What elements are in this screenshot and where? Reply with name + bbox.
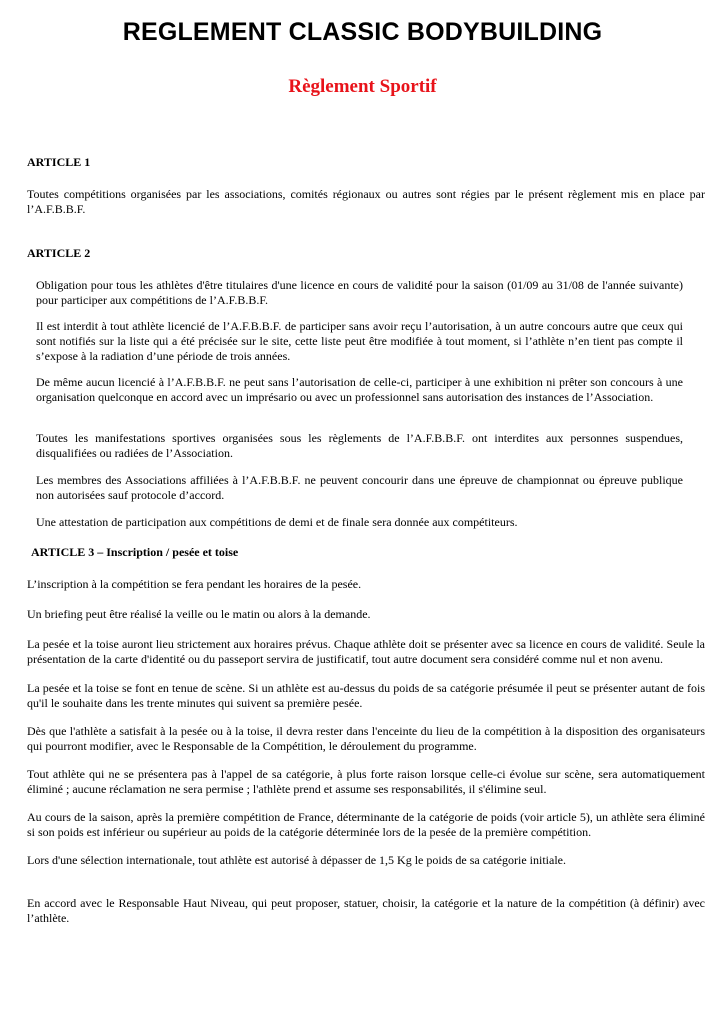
article-2-paragraph: De même aucun licencié à l’A.F.B.B.F. ne peut sans l’autorisation de celle-ci, participer à une exhibition ni prêter son concours à une organisation quelconque en accord avec un imprésario ou avec un professionnel sans autorisation des instances de l’Association. bbox=[36, 375, 683, 404]
article-3-paragraph: Au cours de la saison, après la première compétition de France, déterminante de la catégorie de poids (voir article 5), un athlète sera éliminé si son poids est inférieur ou supérieur au poids de la catégorie déterminée lors de la pesée de la première compétition. bbox=[27, 810, 705, 839]
article-2-paragraph: Il est interdit à tout athlète licencié de l’A.F.B.B.F. de participer sans avoir reçu l’autorisation, à un autre concours autre que ceux qui sont notifiés sur la liste qui a été précisée sur le site, cette liste peut être modifiée à tout moment, si l’athlète n’en tient pas compte il s’expose à la radiation d’une période de trois années. bbox=[36, 319, 683, 363]
article-2-heading: ARTICLE 2 bbox=[27, 246, 91, 260]
article-3-paragraph: Un briefing peut être réalisé la veille ou le matin ou alors à la demande. bbox=[27, 607, 371, 621]
article-3-paragraph: La pesée et la toise se font en tenue de scène. Si un athlète est au-dessus du poids de sa catégorie présumée il peut se présenter autant de fois qu'il le souhaite dans les trente minutes qui suivent sa première pesée. bbox=[27, 681, 705, 710]
document-title: REGLEMENT CLASSIC BODYBUILDING bbox=[122, 18, 603, 46]
article-3-paragraph: La pesée et la toise auront lieu strictement aux horaires prévus. Chaque athlète doit se présenter avec sa licence en cours de validité. Seule la présentation de la carte d'identité ou du passeport servira de justificatif, tout autre document sera considéré comme nul et non avenu. bbox=[27, 637, 705, 666]
article-3-paragraph: Dès que l'athlète a satisfait à la pesée ou à la toise, il devra rester dans l'enceinte du lieu de la compétition à la disposition des organisateurs qui pourront modifier, avec le Responsable de la Compétition, le déroulement du programme. bbox=[27, 724, 705, 753]
article-2-paragraph: Les membres des Associations affiliées à l’A.F.B.B.F. ne peuvent concourir dans une épreuve de championnat ou épreuve publique non autorisées sauf protocole d’accord. bbox=[36, 473, 683, 502]
article-2-paragraph: Une attestation de participation aux compétitions de demi et de finale sera donnée aux compétiteurs. bbox=[36, 515, 518, 529]
article-3-paragraph: Lors d'une sélection internationale, tout athlète est autorisé à dépasser de 1,5 Kg le poids de sa catégorie initiale. bbox=[27, 853, 566, 867]
article-3-paragraph: L’inscription à la compétition se fera pendant les horaires de la pesée. bbox=[27, 577, 362, 591]
article-1-heading: ARTICLE 1 bbox=[27, 155, 91, 169]
article-3-paragraph: En accord avec le Responsable Haut Niveau, qui peut proposer, statuer, choisir, la catégorie et la nature de la compétition (à définir) avec l’athlète. bbox=[27, 896, 705, 925]
article-2-paragraph: Obligation pour tous les athlètes d'être titulaires d'une licence en cours de validité pour la saison (01/09 au 31/08 de l'année suivante) pour participer aux compétitions de l’A.F.B.B.F. bbox=[36, 278, 683, 307]
article-2-paragraph: Toutes les manifestations sportives organisées sous les règlements de l’A.F.B.B.F. ont interdites aux personnes suspendues, disqualifiées ou radiées de l’Association. bbox=[36, 431, 683, 460]
document-subtitle: Règlement Sportif bbox=[288, 76, 437, 97]
article-3-heading: ARTICLE 3 – Inscription / pesée et toise bbox=[31, 545, 239, 559]
article-1-paragraph: Toutes compétitions organisées par les associations, comités régionaux ou autres sont régies par le présent règlement mis en place par l’A.F.B.B.F. bbox=[27, 187, 705, 216]
article-3-paragraph: Tout athlète qui ne se présentera pas à l'appel de sa catégorie, à plus forte raison lorsque celle-ci évolue sur scène, sera automatiquement éliminé ; aucune réclamation ne sera permise ; l'athlète prend et assume ses responsabilités, il s'élimine seul. bbox=[27, 767, 705, 796]
